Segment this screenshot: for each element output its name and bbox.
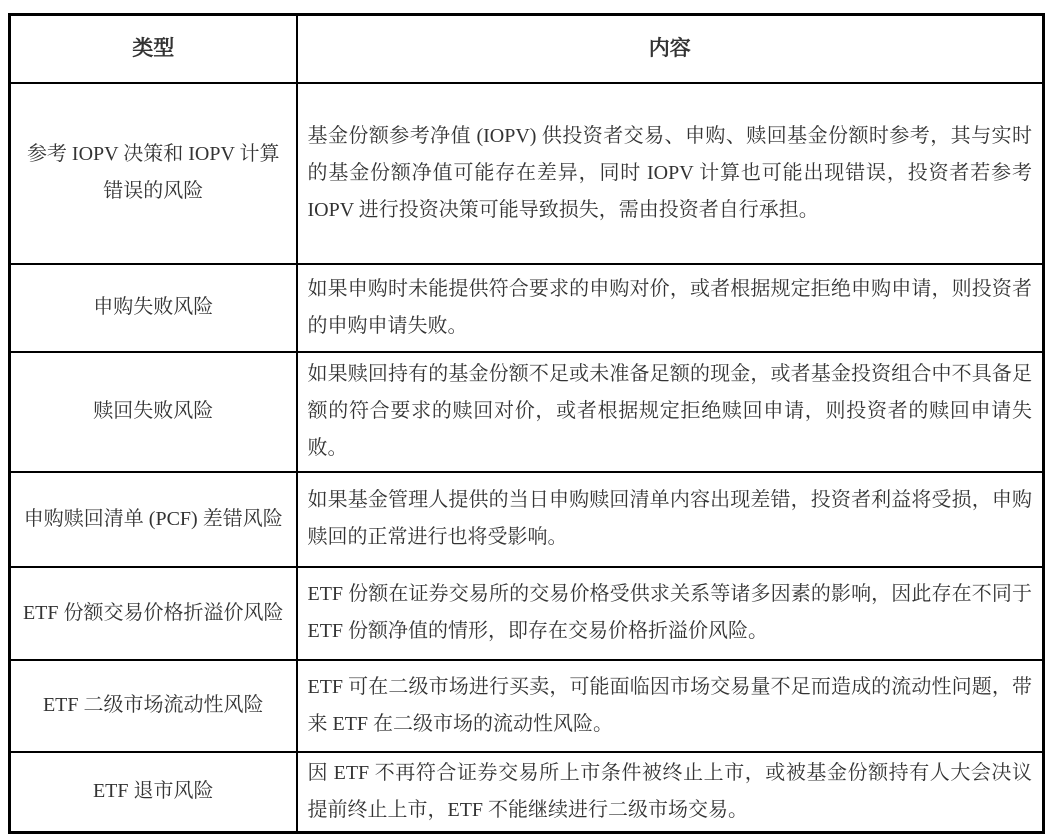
risk-type-cell: ETF 二级市场流动性风险: [10, 660, 297, 752]
table-row-delisting-risk: [10, 752, 1044, 833]
header-content: 内容: [297, 15, 1044, 83]
risk-type-cell: ETF 份额交易价格折溢价风险: [10, 567, 297, 660]
table-row-pcf-error-risk: [10, 472, 1044, 567]
risk-content-cell: 如果申购时未能提供符合要求的申购对价，或者根据规定拒绝申购申请，则投资者的申购申请失败。: [297, 264, 1044, 352]
risk-type-cell: 申购失败风险: [10, 264, 297, 352]
risk-type-cell: 参考 IOPV 决策和 IOPV 计算错误的风险: [10, 83, 297, 264]
table-row-subscription-failure-risk: [10, 264, 1044, 352]
header-type: 类型: [10, 15, 297, 83]
risk-content-cell: ETF 份额在证券交易所的交易价格受供求关系等诸多因素的影响，因此存在不同于 ETF 份额净值的情形，即存在交易价格折溢价风险。: [297, 567, 1044, 660]
risk-content-cell: 基金份额参考净值 (IOPV) 供投资者交易、申购、赎回基金份额时参考，其与实时的基金份额净值可能存在差异，同时 IOPV 计算也可能出现错误，投资者若参考 IOPV 进行投资决策可能导致损失，需由投资者自行承担。: [297, 83, 1044, 264]
risk-type-cell: 赎回失败风险: [10, 352, 297, 472]
risk-content-cell: 如果赎回持有的基金份额不足或未准备足额的现金，或者基金投资组合中不具备足额的符合要求的赎回对价，或者根据规定拒绝赎回申请，则投资者的赎回申请失败。: [297, 352, 1044, 472]
table-row-secondary-market-liquidity-risk: [10, 660, 1044, 752]
table-row-redemption-failure-risk: [10, 352, 1044, 472]
table-row-iopv-risk: [10, 83, 1044, 264]
risk-type-cell: 申购赎回清单 (PCF) 差错风险: [10, 472, 297, 567]
risk-type-cell: ETF 退市风险: [10, 752, 297, 833]
table-row-premium-discount-risk: [10, 567, 1044, 660]
risk-content-cell: 因 ETF 不再符合证券交易所上市条件被终止上市，或被基金份额持有人大会决议提前终止上市，ETF 不能继续进行二级市场交易。: [297, 752, 1044, 833]
risk-content-cell: ETF 可在二级市场进行买卖，可能面临因市场交易量不足而造成的流动性问题，带来 ETF 在二级市场的流动性风险。: [297, 660, 1044, 752]
risk-content-cell: 如果基金管理人提供的当日申购赎回清单内容出现差错，投资者利益将受损，申购赎回的正常进行也将受影响。: [297, 472, 1044, 567]
table-header-row: [10, 15, 1044, 83]
etf-risk-table: [8, 13, 1045, 834]
